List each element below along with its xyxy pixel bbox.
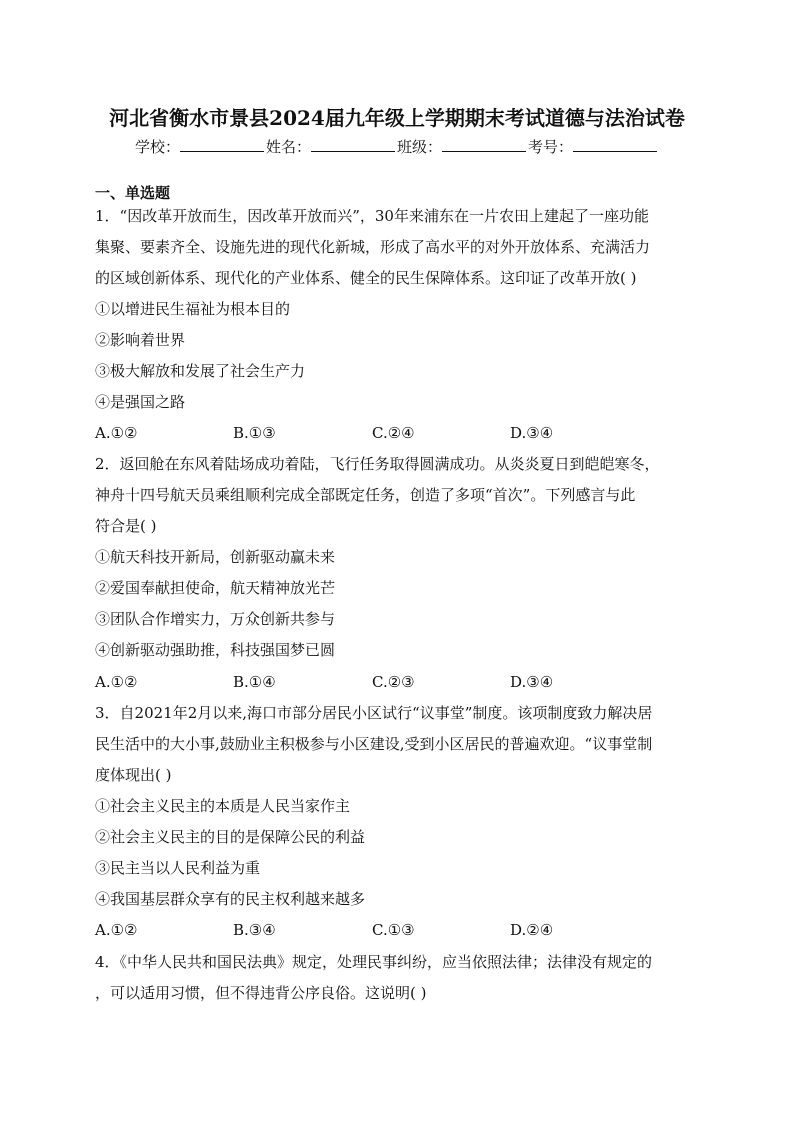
number-label: 考号：: [528, 138, 574, 156]
page-title: 河北省衡水市景县2024届九年级上学期期末考试道德与法治试卷: [109, 106, 685, 130]
section-heading: 一、单选题: [95, 184, 171, 202]
question-3-option-1: ①社会主义民主的本质是人民当家作主: [95, 797, 351, 815]
question-2-option-2: ②爱国奉献担使命，航天精神放光芒: [95, 579, 336, 597]
question-4-line-2: ，可以适用习惯，但不得违背公序良俗。这说明( ): [95, 984, 427, 1002]
question-1-option-2: ②影响着世界: [95, 331, 186, 349]
question-2-line-1: 2．返回舱在东风着陆场成功着陆，飞行任务取得圆满成功。从炎炎夏日到皑皑寒冬，: [95, 455, 660, 473]
choice-b[interactable]: B.①③: [233, 424, 276, 442]
question-2-option-3: ③团队合作增实力，万众创新共参与: [95, 610, 336, 628]
question-3-line-1: 3．自2021年2月以来,海口市部分居民小区试行“议事堂”制度。该项制度致力解决居: [95, 704, 653, 722]
choice-a[interactable]: A.①②: [95, 921, 138, 939]
school-field[interactable]: [180, 137, 264, 152]
choice-d[interactable]: D.②④: [510, 921, 554, 939]
question-1-line-2: 集聚、要素齐全、设施先进的现代化新城，形成了高水平的对外开放体系、充满活力: [95, 238, 651, 256]
question-3-line-2: 民生活中的大小事,鼓励业主积极参与小区建设,受到小区居民的普遍欢迎。“议事堂制: [95, 735, 653, 753]
question-3-line-3: 度体现出( ): [95, 766, 172, 784]
choice-c[interactable]: C.②③: [372, 673, 415, 691]
choice-a[interactable]: A.①②: [95, 673, 138, 691]
question-3-choices: [95, 921, 655, 939]
question-1-line-1: 1．“因改革开放而生，因改革开放而兴”，30年来浦东在一片农田上建起了一座功能: [95, 207, 649, 225]
choice-b[interactable]: B.③④: [233, 921, 276, 939]
question-3-option-2: ②社会主义民主的目的是保障公民的利益: [95, 828, 366, 846]
question-1-line-3: 的区域创新体系、现代化的产业体系、健全的民生保障体系。这印证了改革开放( ): [95, 269, 637, 287]
question-1-option-4: ④是强国之路: [95, 393, 186, 411]
choice-a[interactable]: A.①②: [95, 424, 138, 442]
question-3-option-3: ③民主当以人民利益为重: [95, 859, 261, 877]
choice-b[interactable]: B.①④: [233, 673, 276, 691]
question-2-choices: [95, 673, 655, 691]
class-label: 班级：: [397, 138, 443, 156]
question-1-option-3: ③极大解放和发展了社会生产力: [95, 362, 306, 380]
choice-c[interactable]: C.②④: [372, 424, 415, 442]
question-2-line-2: 神舟十四号航天员乘组顺利完成全部既定任务，创造了多项“首次”。下列感言与此: [95, 486, 636, 504]
number-field[interactable]: [573, 137, 657, 152]
choice-d[interactable]: D.③④: [510, 424, 554, 442]
name-field[interactable]: [311, 137, 395, 152]
question-1-option-1: ①以增进民生福祉为根本目的: [95, 300, 291, 318]
question-2-line-3: 符合是( ): [95, 517, 157, 535]
name-label: 姓名：: [265, 138, 311, 156]
question-1-choices: [95, 424, 655, 442]
class-field[interactable]: [442, 137, 526, 152]
question-2-option-1: ①航天科技开新局，创新驱动赢未来: [95, 548, 336, 566]
student-info-line: [0, 136, 794, 157]
question-3-option-4: ④我国基层群众享有的民主权利越来越多: [95, 890, 366, 908]
choice-d[interactable]: D.③④: [510, 673, 554, 691]
question-4-line-1: 4．《中华人民共和国民法典》规定，处理民事纠纷，应当依照法律；法律没有规定的: [95, 953, 653, 971]
school-label: 学校：: [134, 138, 180, 156]
choice-c[interactable]: C.①③: [372, 921, 415, 939]
question-2-option-4: ④创新驱动强助推，科技强国梦已圆: [95, 641, 336, 659]
